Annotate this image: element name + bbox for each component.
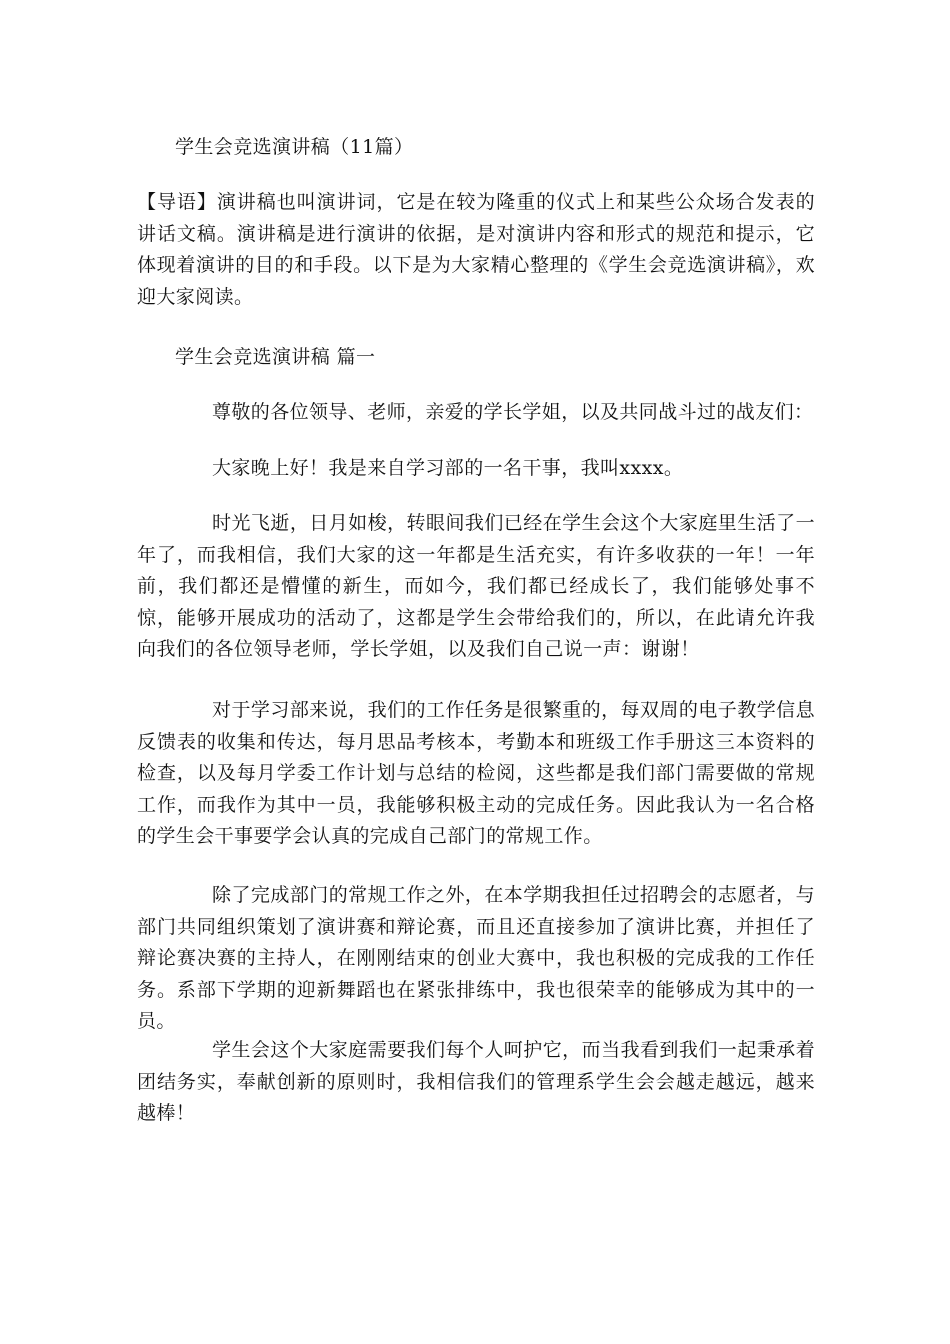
greeting-line: 大家晚上好！我是来自学习部的一名干事，我叫xxxx。	[212, 457, 684, 479]
document-title: 学生会竞选演讲稿（11篇）	[175, 136, 414, 158]
body-paragraph: 学生会这个大家庭需要我们每个人呵护它，而当我看到我们一起秉承着团结务实，奉献创新的原则时，我相信我们的管理系学生会会越走越远，越来越棒！	[137, 1039, 815, 1124]
body-paragraph: 除了完成部门的常规工作之外，在本学期我担任过招聘会的志愿者，与部门共同组织策划了演讲赛和辩论赛，而且还直接参加了演讲比赛，并担任了辩论赛决赛的主持人，在刚刚结束的创业大赛中，我也积极的完成我的工作任务。系部下学期的迎新舞蹈也在紧张排练中，我也很荣幸的能够成为其中的一员。	[137, 884, 815, 1032]
intro-paragraph: 【导语】演讲稿也叫演讲词，它是在较为隆重的仪式上和某些公众场合发表的讲话文稿。演讲稿是进行演讲的依据，是对演讲内容和形式的规范和提示，它体现着演讲的目的和手段。以下是为大家精心整理的《学生会竞选演讲稿》，欢迎大家阅读。	[137, 191, 815, 308]
salutation-line: 尊敬的各位领导、老师，亲爱的学长学姐，以及共同战斗过的战友们：	[212, 401, 814, 423]
section-heading: 学生会竞选演讲稿 篇一	[175, 346, 376, 368]
body-paragraph: 对于学习部来说，我们的工作任务是很繁重的，每双周的电子教学信息反馈表的收集和传达，每月思品考核本，考勤本和班级工作手册这三本资料的检查，以及每月学委工作计划与总结的检阅，这些都是我们部门需要做的常规工作，而我作为其中一员，我能够积极主动的完成任务。因此我认为一名合格的学生会干事要学会认真的完成自己部门的常规工作。	[137, 699, 815, 847]
body-paragraph: 时光飞逝，日月如梭，转眼间我们已经在学生会这个大家庭里生活了一年了，而我相信，我们大家的这一年都是生活充实，有许多收获的一年！一年前，我们都还是懵懂的新生，而如今，我们都已经成长了，我们能够处事不惊，能够开展成功的活动了，这都是学生会带给我们的，所以，在此请允许我向我们的各位领导老师，学长学姐，以及我们自己说一声：谢谢！	[137, 512, 815, 660]
